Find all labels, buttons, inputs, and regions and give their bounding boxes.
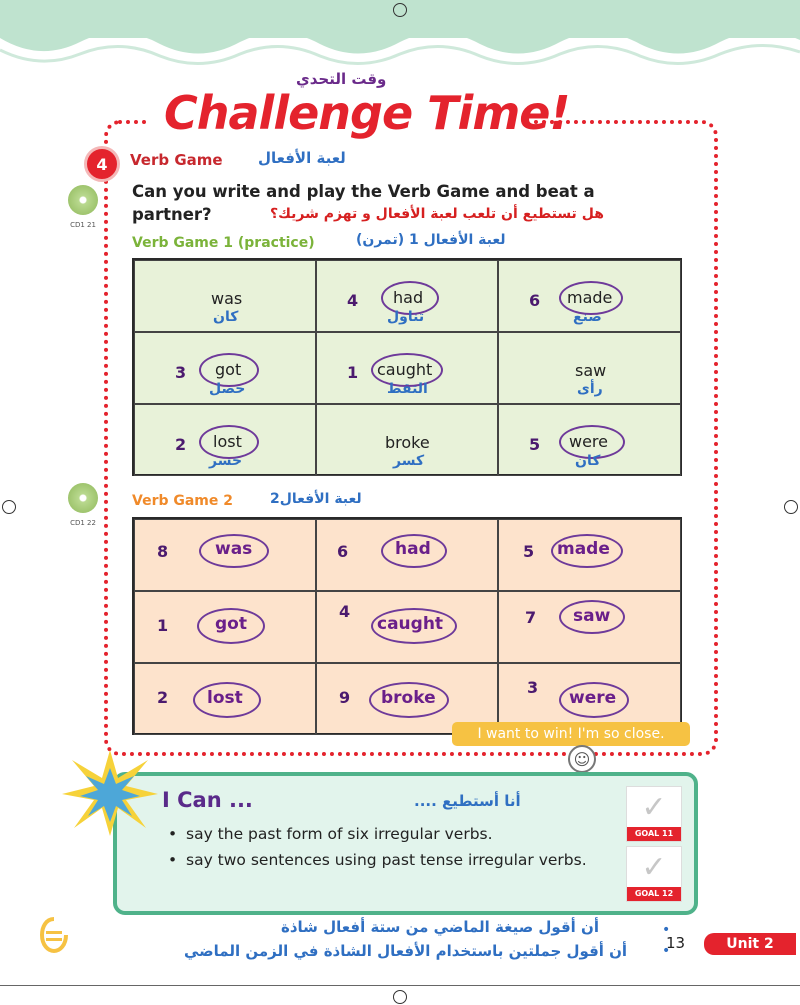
game2-title-arabic: لعبة الأفعال2 <box>270 491 362 507</box>
verb-word: saw <box>575 361 607 380</box>
grid1-cell <box>316 260 498 332</box>
question-arabic: هل تستطيع أن تلعب لعبة الأفعال و تهزم شريك؟ <box>270 206 604 222</box>
order-number: 4 <box>347 291 359 310</box>
order-number: 6 <box>529 291 541 310</box>
publisher-logo-icon <box>40 917 68 953</box>
verb-arabic: تناول <box>387 309 425 325</box>
cd-disc-icon <box>68 483 98 513</box>
cd-disc-icon <box>68 185 98 215</box>
bullet-icon: • <box>662 922 671 938</box>
verb-word: was <box>215 539 253 559</box>
registration-mark-bottom <box>393 990 407 1004</box>
arabic-goal-line-2: أن أقول جملتين باستخدام الأفعال الشاذة في الزمن الماضي <box>184 942 628 960</box>
verb-arabic: كان <box>213 309 239 325</box>
order-number: 7 <box>525 608 537 627</box>
unit-tab: Unit 2 <box>704 933 796 955</box>
order-number: 9 <box>339 688 351 707</box>
arabic-goal-line-1: أن أقول صيغة الماضي من ستة أفعال شاذة <box>281 918 599 936</box>
page-number: 13 <box>666 934 686 952</box>
grid1-cell <box>316 404 498 476</box>
verb-word: broke <box>381 688 436 708</box>
verb-word: lost <box>213 432 242 451</box>
grid1-cell <box>134 260 316 332</box>
grid1-cell <box>316 332 498 404</box>
section-title-arabic: لعبة الأفعال <box>258 149 346 167</box>
game1-title: Verb Game 1 (practice) <box>132 235 315 251</box>
game1-title-arabic: لعبة الأفعال 1 (تمرن) <box>356 232 506 248</box>
smiley-face-icon: ☺ <box>568 745 596 773</box>
registration-mark-left <box>2 500 16 514</box>
grid1-cell <box>498 404 681 476</box>
verb-word: saw <box>573 606 611 626</box>
check-mark-icon: ✓ <box>641 849 667 885</box>
page-title: Challenge Time! <box>164 86 570 140</box>
goal-label: GOAL 12 <box>627 887 681 901</box>
order-number: 2 <box>175 435 187 454</box>
verb-word: were <box>569 688 617 708</box>
order-number: 4 <box>339 602 351 621</box>
order-number: 3 <box>527 678 539 697</box>
i-can-title: I Can ... <box>162 788 253 812</box>
grid1-cell <box>134 404 316 476</box>
verb-game-2-grid <box>132 517 682 735</box>
goal-checkbox[interactable] <box>626 846 682 902</box>
title-arabic: وقت التحدي <box>296 70 387 88</box>
cd-audio-icon[interactable] <box>66 483 100 539</box>
i-can-title-arabic: أنا أستطيع .... <box>414 792 521 810</box>
grid2-cell <box>134 663 316 735</box>
order-number: 1 <box>157 616 169 635</box>
i-can-item: • say the past form of six irregular verbs. <box>166 824 606 844</box>
order-number: 3 <box>175 363 187 382</box>
verb-arabic: كسر <box>393 453 425 469</box>
registration-mark-top <box>393 3 407 17</box>
verb-word: got <box>215 614 247 634</box>
check-mark-icon: ✓ <box>641 789 667 825</box>
cd-track-label: CD1 21 <box>70 221 96 229</box>
order-number: 8 <box>157 542 169 561</box>
registration-mark-right <box>784 500 798 514</box>
grid2-cell <box>134 519 316 591</box>
grid2-cell <box>316 519 498 591</box>
star-burst-icon <box>60 748 160 838</box>
i-can-item: • say two sentences using past tense irregular verbs. <box>166 850 606 870</box>
order-number: 1 <box>347 363 359 382</box>
verb-arabic: كان <box>575 453 601 469</box>
verb-word: broke <box>385 433 430 452</box>
cd-track-label: CD1 22 <box>70 519 96 527</box>
grid2-cell <box>316 591 498 663</box>
goal-label: GOAL 11 <box>627 827 681 841</box>
verb-word: was <box>211 289 243 308</box>
activity-number-badge: 4 <box>84 146 120 182</box>
verb-word: had <box>395 539 431 559</box>
verb-word: had <box>393 288 424 307</box>
order-number: 6 <box>337 542 349 561</box>
verb-arabic: خسر <box>209 453 243 469</box>
order-number: 2 <box>157 688 169 707</box>
verb-word: caught <box>377 614 444 634</box>
verb-word: made <box>557 539 610 559</box>
order-number: 5 <box>529 435 541 454</box>
grid2-cell <box>498 519 681 591</box>
verb-arabic: حصل <box>209 381 246 397</box>
i-can-list <box>166 824 606 876</box>
verb-word: were <box>569 432 608 451</box>
verb-arabic: رأى <box>577 381 603 397</box>
verb-game-1-grid <box>132 258 682 476</box>
grid2-cell <box>134 591 316 663</box>
question-text: Can you write and play the Verb Game and beat a partner? <box>132 182 595 224</box>
verb-word: made <box>567 288 613 307</box>
grid1-cell <box>498 332 681 404</box>
verb-word: lost <box>207 688 243 708</box>
crop-mark <box>0 985 800 986</box>
grid1-cell <box>134 332 316 404</box>
verb-word: caught <box>377 360 433 379</box>
verb-arabic: صنع <box>573 309 602 325</box>
order-number: 5 <box>523 542 535 561</box>
game2-title: Verb Game 2 <box>132 493 234 509</box>
goal-checkbox[interactable] <box>626 786 682 842</box>
cd-audio-icon[interactable] <box>66 185 100 241</box>
grid2-cell <box>498 591 681 663</box>
speech-bubble: I want to win! I'm so close. <box>452 722 690 746</box>
verb-arabic: التقط <box>387 381 428 397</box>
bullet-icon: • <box>662 943 671 959</box>
section-title: Verb Game <box>130 151 223 169</box>
grid1-cell <box>498 260 681 332</box>
verb-word: got <box>215 360 242 379</box>
